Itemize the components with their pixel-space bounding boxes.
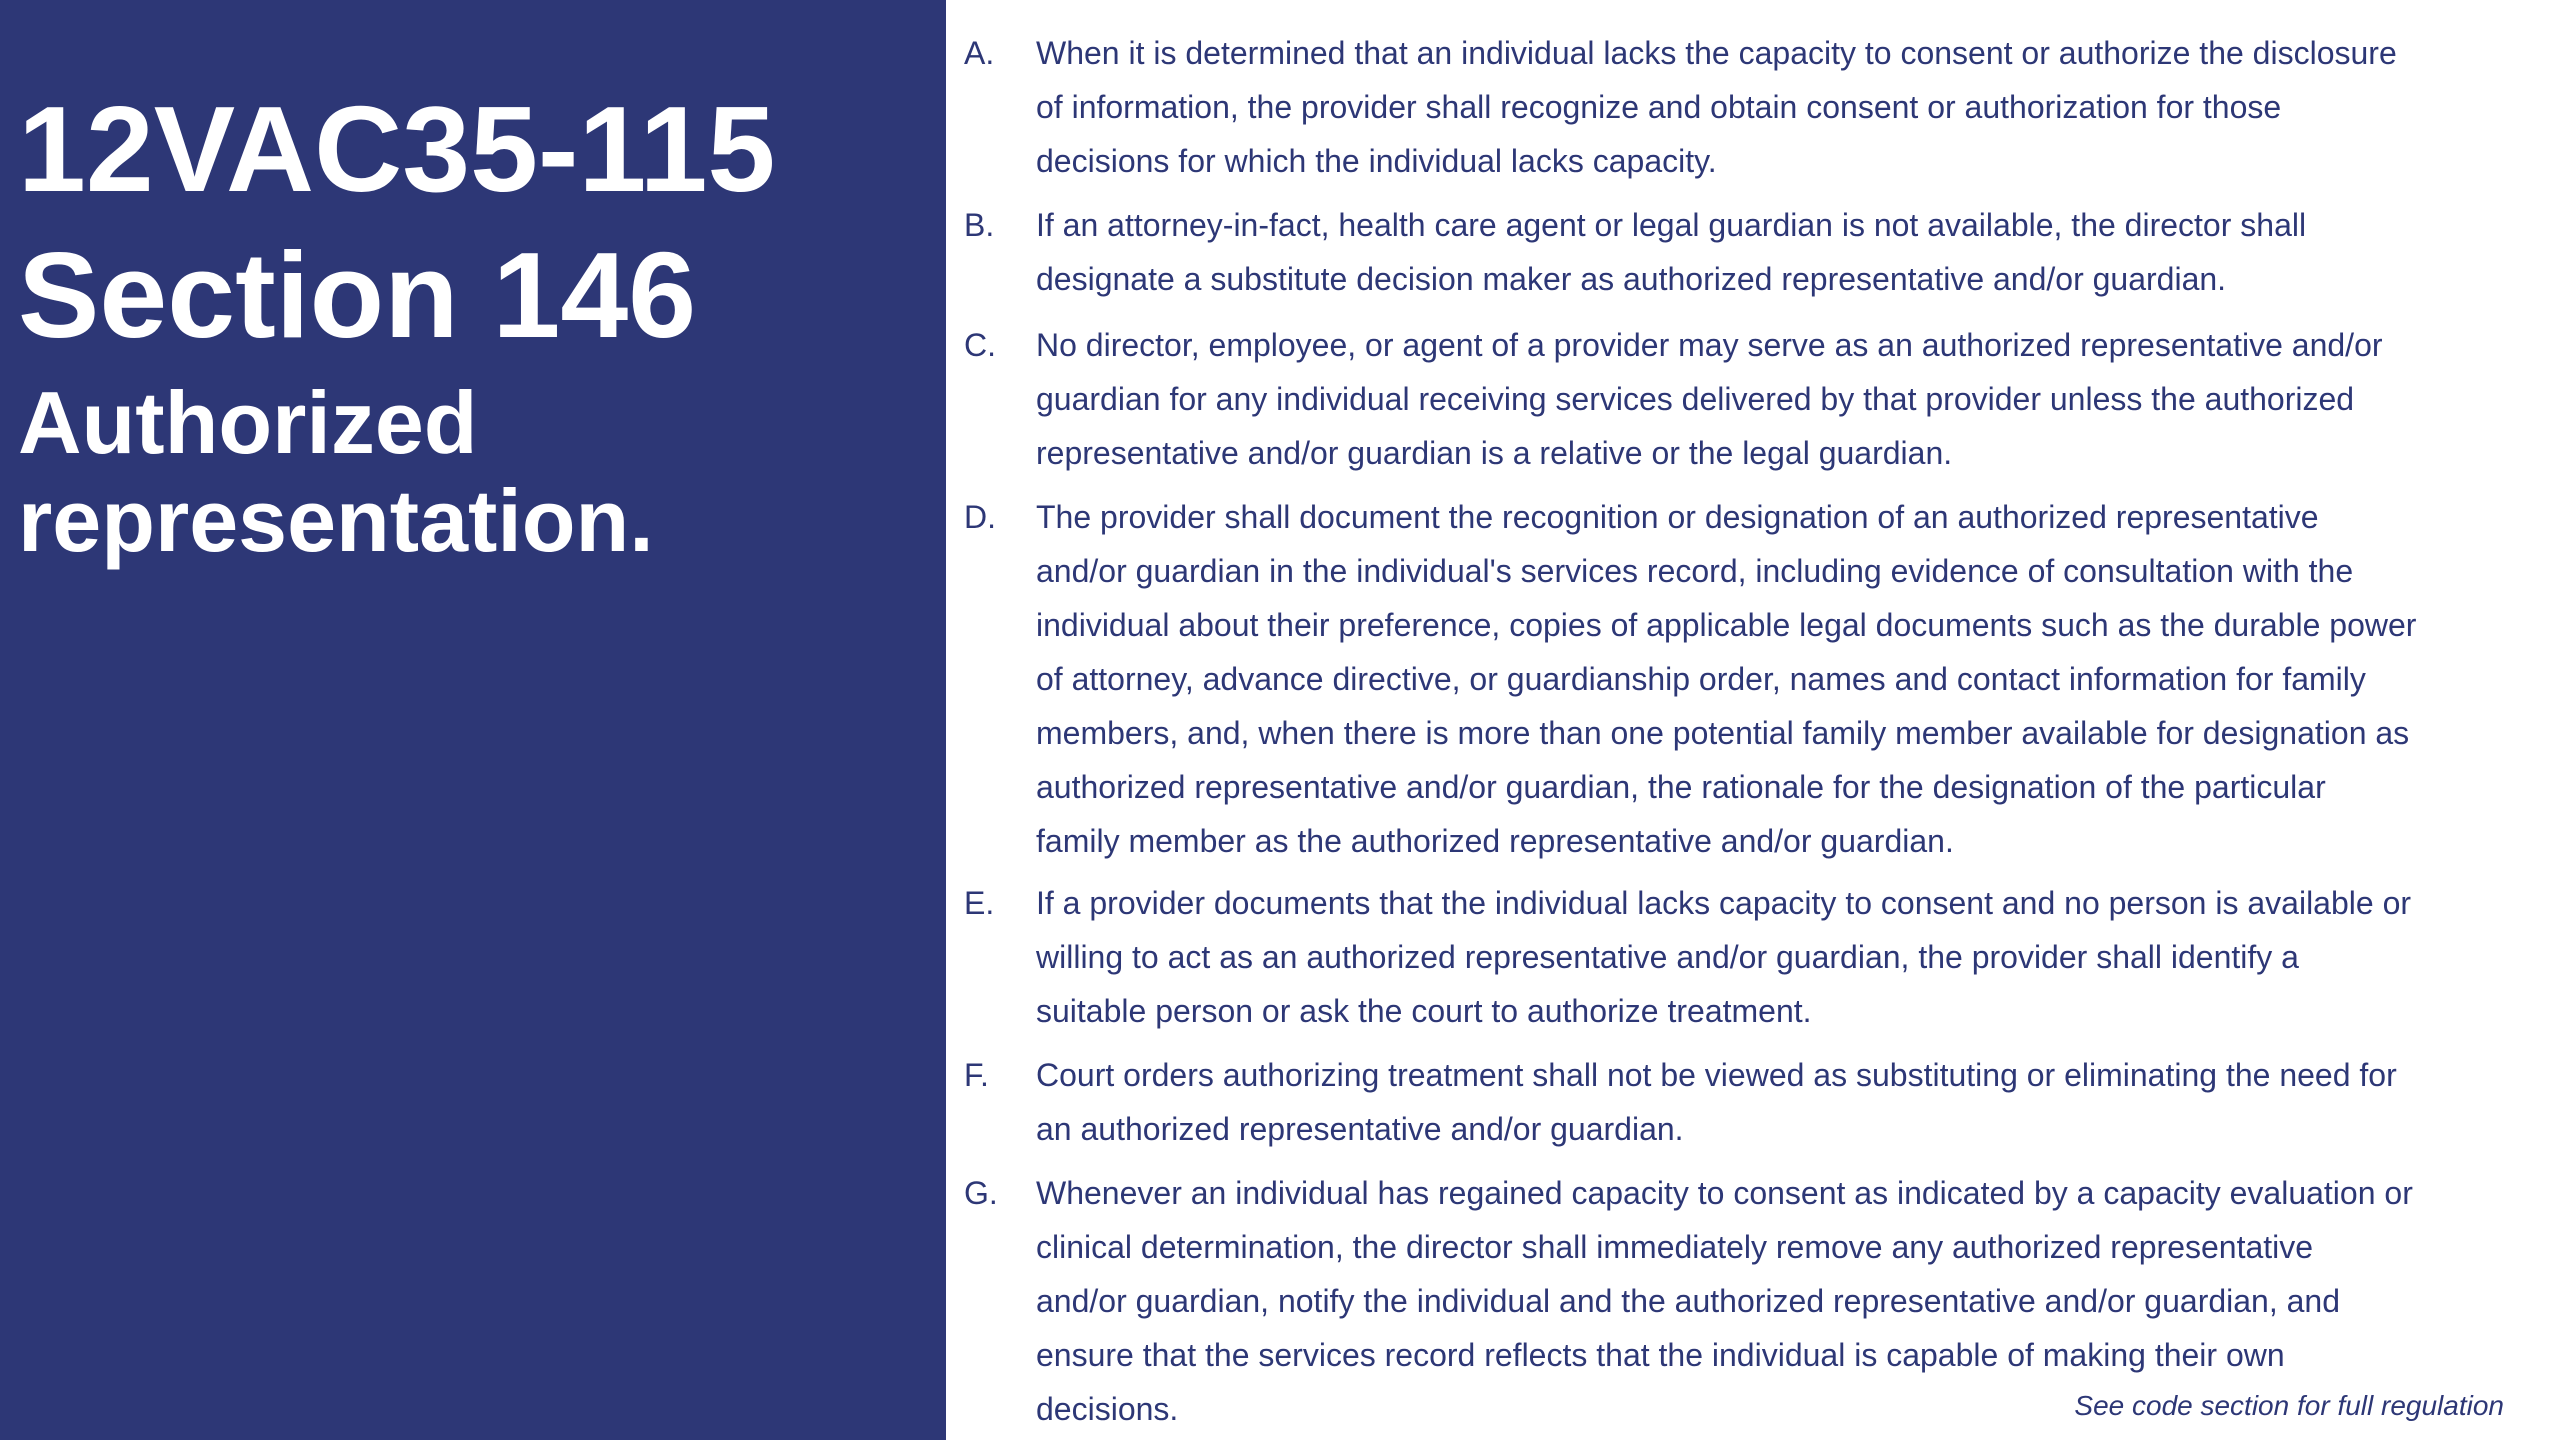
clause-text-line: of information, the provider shall recognize and obtain consent or authorization for those [1036,89,2282,125]
clause-text-line: Court orders authorizing treatment shall not be viewed as substituting or eliminating the need for [1036,1057,2397,1093]
clause-text-line: If an attorney-in-fact, health care agent or legal guardian is not available, the director shall [1036,207,2307,243]
clause-letter: E. [964,885,995,921]
clause-letter: G. [964,1175,998,1211]
clause-text-line: No director, employee, or agent of a provider may serve as an authorized representative and/or [1036,327,2383,363]
clause-text-line: clinical determination, the director shall immediately remove any authorized representative [1036,1229,2314,1265]
section-number: Section 146 [18,227,697,363]
clause-letter: D. [964,499,996,535]
clause-text-line: The provider shall document the recognition or designation of an authorized representative [1036,499,2319,535]
clause-text-line: and/or guardian, notify the individual and the authorized representative and/or guardian, and [1036,1283,2341,1319]
clause-letter: A. [964,35,995,71]
regulation-text-panel [946,0,2560,1440]
clause-text-line: willing to act as an authorized representative and/or guardian, the provider shall identify a [1036,939,2299,975]
clause-text [1036,26,2536,188]
clause-letter: F. [964,1057,989,1093]
clause-text-line: an authorized representative and/or guardian. [1036,1111,1684,1147]
section-title [18,374,654,570]
clause-text-line: representative and/or guardian is a relative or the legal guardian. [1036,435,1953,471]
clause-text-line: ensure that the services record reflects that the individual is capable of making their own [1036,1337,2285,1373]
clause-text-line: When it is determined that an individual lacks the capacity to consent or authorize the disclosure [1036,35,2397,71]
clause-text-line: suitable person or ask the court to authorize treatment. [1036,993,1812,1029]
regulation-code [18,76,775,368]
clause-letter: C. [964,327,996,363]
title-panel [0,0,946,1440]
clause-text [1036,490,2536,868]
clause-text-line: If a provider documents that the individual lacks capacity to consent and no person is available or [1036,885,2412,921]
clause-text-line: family member as the authorized representative and/or guardian. [1036,823,1954,859]
clause-text-line: Whenever an individual has regained capacity to consent as indicated by a capacity evaluation or [1036,1175,2413,1211]
clause-text [1036,876,2536,1038]
clause-text-line: of attorney, advance directive, or guardianship order, names and contact information for family [1036,661,2366,697]
clause-text-line: and/or guardian in the individual's services record, including evidence of consultation with the [1036,553,2354,589]
clause-text-line: guardian for any individual receiving services delivered by that provider unless the authorized [1036,381,2355,417]
clause-letter: B. [964,207,995,243]
clause-text-line: decisions for which the individual lacks capacity. [1036,143,1717,179]
clause-text [1036,198,2536,306]
clause-text-line: designate a substitute decision maker as authorized representative and/or guardian. [1036,261,2227,297]
clause-text-line: authorized representative and/or guardian, the rationale for the designation of the particular [1036,769,2326,805]
clause-text [1036,1048,2536,1156]
clause-text-line: members, and, when there is more than one potential family member available for designation as [1036,715,2410,751]
footnote: See code section for full regulation [2074,1390,2504,1421]
regulation-code-line: 12VAC35-115 [18,81,776,217]
clause-text-line: decisions. [1036,1391,1179,1427]
clause-text-line: individual about their preference, copies of applicable legal documents such as the durable power [1036,607,2417,643]
section-title-line-1: Authorized [18,373,478,472]
section-title-line-2: representation. [18,471,654,570]
clause-text [1036,318,2536,480]
